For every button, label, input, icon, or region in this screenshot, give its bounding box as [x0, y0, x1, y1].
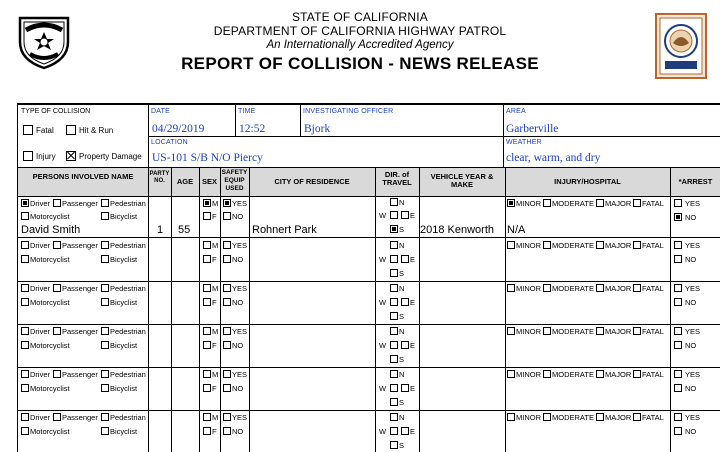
safety-yes-checkbox[interactable]: [223, 370, 231, 378]
pedestrian-checkbox[interactable]: [101, 241, 109, 249]
report-header: [0, 0, 720, 102]
dir-n-checkbox[interactable]: [390, 327, 398, 335]
motorcyclist-checkbox[interactable]: [21, 341, 29, 349]
dir-n-checkbox[interactable]: [390, 284, 398, 292]
dir-w-checkbox[interactable]: [390, 427, 398, 435]
bicyclist-checkbox[interactable]: [101, 427, 109, 435]
col-sex: SEX: [201, 177, 217, 186]
injury-moderate-checkbox[interactable]: [543, 199, 551, 207]
arrest-no-checkbox[interactable]: [674, 341, 682, 349]
bicyclist-checkbox[interactable]: [101, 298, 109, 306]
injury-major-checkbox[interactable]: [596, 327, 604, 335]
dir-e-checkbox[interactable]: [401, 298, 409, 306]
type-of-collision-label: TYPE OF COLLISION: [21, 108, 91, 115]
department-heading: DEPARTMENT OF CALIFORNIA HIGHWAY PATROL: [213, 24, 507, 38]
motorcyclist-checkbox[interactable]: [21, 298, 29, 306]
dir-s-checkbox[interactable]: [390, 312, 398, 320]
motorcyclist-checkbox[interactable]: [21, 384, 29, 392]
injury-major-checkbox[interactable]: [596, 284, 604, 292]
injury-fatal-checkbox[interactable]: [633, 284, 641, 292]
sex-f-checkbox[interactable]: [203, 212, 211, 220]
dir-s-checkbox[interactable]: [390, 355, 398, 363]
report-title: REPORT OF COLLISION - NEWS RELEASE: [181, 54, 539, 73]
person-age: 55: [178, 224, 191, 236]
pedestrian-checkbox[interactable]: [101, 199, 109, 207]
investigating-officer-label: INVESTIGATING OFFICER: [303, 108, 394, 115]
agency-tagline: An Internationally Accredited Agency: [266, 39, 454, 51]
sex-m-checkbox[interactable]: [203, 370, 211, 378]
dir-e-checkbox[interactable]: [401, 427, 409, 435]
city-of-residence: Rohnert Park: [252, 224, 317, 236]
dir-w-checkbox[interactable]: [390, 384, 398, 392]
dir-e-checkbox[interactable]: [401, 341, 409, 349]
arrest-yes-checkbox[interactable]: [674, 199, 682, 207]
arrest-yes-checkbox[interactable]: [674, 370, 682, 378]
dir-n-checkbox[interactable]: [390, 370, 398, 378]
motorcyclist-checkbox[interactable]: [21, 255, 29, 263]
investigating-officer-value: Bjork: [304, 123, 331, 135]
arrest-no-checkbox[interactable]: [674, 427, 682, 435]
dir-e-checkbox[interactable]: [401, 255, 409, 263]
dir-w-checkbox[interactable]: [390, 298, 398, 306]
arrest-no-checkbox[interactable]: [674, 255, 682, 263]
passenger-checkbox[interactable]: [53, 327, 61, 335]
passenger-checkbox[interactable]: [53, 370, 61, 378]
driver-checkbox[interactable]: [21, 370, 29, 378]
dir-s-checkbox[interactable]: [390, 441, 398, 449]
state-heading: STATE OF CALIFORNIA: [291, 10, 429, 24]
injury-major-checkbox[interactable]: [596, 413, 604, 421]
passenger-checkbox[interactable]: [53, 241, 61, 249]
injury-major-checkbox[interactable]: [596, 241, 604, 249]
person-name: David Smith: [21, 224, 81, 236]
injury-moderate-checkbox[interactable]: [543, 284, 551, 292]
safety-no-checkbox[interactable]: [223, 341, 231, 349]
injury-fatal-checkbox[interactable]: [633, 241, 641, 249]
driver-checkbox[interactable]: [21, 413, 29, 421]
passenger-checkbox[interactable]: [53, 284, 61, 292]
pedestrian-checkbox[interactable]: [101, 413, 109, 421]
injury-major-checkbox[interactable]: [596, 199, 604, 207]
driver-checkbox[interactable]: [21, 199, 29, 207]
sex-f-checkbox[interactable]: [203, 298, 211, 306]
safety-no-checkbox[interactable]: [223, 212, 231, 220]
injury-major-checkbox[interactable]: [596, 370, 604, 378]
arrest-no-checkbox[interactable]: [674, 298, 682, 306]
time-value: 12:52: [239, 123, 266, 135]
sex-f-checkbox[interactable]: [203, 255, 211, 263]
date-value: 04/29/2019: [152, 123, 205, 135]
dir-s-checkbox[interactable]: [390, 225, 398, 233]
dir-s-checkbox[interactable]: [390, 269, 398, 277]
dir-e-checkbox[interactable]: [401, 211, 409, 219]
injury-fatal-checkbox[interactable]: [633, 327, 641, 335]
party-number: 1: [157, 224, 164, 236]
property-damage-checkbox[interactable]: [66, 151, 76, 161]
sex-m-checkbox[interactable]: [203, 284, 211, 292]
fatal-checkbox[interactable]: [23, 125, 33, 135]
bicyclist-checkbox[interactable]: [101, 384, 109, 392]
dir-n-checkbox[interactable]: [390, 241, 398, 249]
accreditation-emblem-icon: [655, 13, 707, 79]
arrest-yes-checkbox[interactable]: [674, 327, 682, 335]
collision-form: TYPE OF COLLISION Fatal Hit & Run Injury Property Damage DATE 04/29/2019 TIME 12:52 INVESTIGATING OFFICER Bjork AREA Garberville LOCATION US-101 S/B N/O Piercy WEATHER clear, warm, and dry PERSONS INVOLVED NAME PARTY NO. AGE SEX SAFETY EQUIP USED CITY OF RESIDENCE DIR. of TRAVEL VEHICLE YEAR & MAKE INJURY/HOSPITAL *ARREST Driver Passenger Pedestrian Motorcyclist Bicyclist David Smith 1 55 M F YES NO Rohnert Park N W E S 2018 Kenworth N/A MINOR MODERATE MAJOR FATAL YES NO Driver Passenger Pedestrian Motorcyclist Bicyclist M F YES NO N W E S MINOR MODERATE MAJOR FATAL YES NO Driver Passenger Pedestrian Motorcyclist Bicyclist M F YES NO N W E S MINOR MODERATE MAJOR FATAL YES NO Driver Passenger Pedestrian Motorcyclist Bicyclist M F YES NO N W E S MINOR MODERATE MAJOR FATAL YES NO Driver Passenger Pedestrian Motorcyclist Bicyclist M F YES NO N W E S MINOR MODERATE MAJOR FATAL YES NO Driver Passenger Pedestrian Motorcyclist Bicyclist M F YES NO N W E S MINOR MODERATE MAJOR FATAL YES NO: [17, 103, 720, 452]
injury-moderate-checkbox[interactable]: [543, 327, 551, 335]
injury-hospital-value: N/A: [507, 224, 526, 236]
weather-value: clear, warm, and dry: [506, 152, 601, 164]
sex-f-checkbox[interactable]: [203, 427, 211, 435]
sex-m-checkbox[interactable]: [203, 199, 211, 207]
injury-moderate-checkbox[interactable]: [543, 370, 551, 378]
pedestrian-checkbox[interactable]: [101, 327, 109, 335]
injury-checkbox[interactable]: [23, 151, 33, 161]
col-vehicle-year-make: VEHICLE YEAR & MAKE: [430, 172, 494, 189]
sex-f-checkbox[interactable]: [203, 384, 211, 392]
injury-minor-checkbox[interactable]: [507, 327, 515, 335]
dir-w-checkbox[interactable]: [390, 255, 398, 263]
area-label: AREA: [506, 108, 526, 115]
motorcyclist-checkbox[interactable]: [21, 212, 29, 220]
safety-no-checkbox[interactable]: [223, 427, 231, 435]
fatal-label: Fatal: [36, 126, 54, 135]
location-value: US-101 S/B N/O Piercy: [152, 152, 263, 164]
driver-checkbox[interactable]: [21, 327, 29, 335]
time-label: TIME: [238, 108, 256, 115]
arrest-yes-checkbox[interactable]: [674, 241, 682, 249]
driver-checkbox[interactable]: [21, 241, 29, 249]
injury-minor-checkbox[interactable]: [507, 241, 515, 249]
bicyclist-checkbox[interactable]: [101, 212, 109, 220]
area-value: Garberville: [506, 123, 559, 135]
motorcyclist-checkbox[interactable]: [21, 427, 29, 435]
location-label: LOCATION: [151, 139, 188, 146]
arrest-yes-checkbox[interactable]: [674, 413, 682, 421]
dir-s-checkbox[interactable]: [390, 398, 398, 406]
sex-m-checkbox[interactable]: [203, 241, 211, 249]
safety-yes-checkbox[interactable]: [223, 199, 231, 207]
vehicle-year-make: 2018 Kenworth: [420, 224, 494, 236]
dir-e-checkbox[interactable]: [401, 384, 409, 392]
injury-minor-checkbox[interactable]: [507, 370, 515, 378]
weather-label: WEATHER: [506, 139, 542, 146]
col-arrest: *ARREST: [678, 177, 713, 186]
safety-yes-checkbox[interactable]: [223, 284, 231, 292]
col-injury-hospital: INJURY/HOSPITAL: [554, 177, 621, 186]
sex-f-checkbox[interactable]: [203, 341, 211, 349]
arrest-no-checkbox[interactable]: [674, 384, 682, 392]
col-safety-equip-used: SAFETY EQUIP USED: [221, 169, 248, 192]
injury-fatal-checkbox[interactable]: [633, 370, 641, 378]
bicyclist-checkbox[interactable]: [101, 255, 109, 263]
col-party-no: PARTY NO.: [149, 171, 170, 184]
hit-and-run-checkbox[interactable]: [66, 125, 76, 135]
driver-checkbox[interactable]: [21, 284, 29, 292]
injury-minor-checkbox[interactable]: [507, 284, 515, 292]
injury-label: Injury: [36, 152, 56, 161]
hit-and-run-label: Hit & Run: [79, 126, 114, 135]
col-persons-involved: PERSONS INVOLVED NAME: [32, 172, 134, 181]
safety-yes-checkbox[interactable]: [223, 327, 231, 335]
injury-moderate-checkbox[interactable]: [543, 413, 551, 421]
safety-yes-checkbox[interactable]: [223, 241, 231, 249]
col-city-of-residence: CITY OF RESIDENCE: [274, 177, 350, 186]
bicyclist-checkbox[interactable]: [101, 341, 109, 349]
safety-yes-checkbox[interactable]: [223, 413, 231, 421]
sex-m-checkbox[interactable]: [203, 413, 211, 421]
arrest-yes-checkbox[interactable]: [674, 284, 682, 292]
sex-m-checkbox[interactable]: [203, 327, 211, 335]
dir-n-checkbox[interactable]: [390, 198, 398, 206]
safety-no-checkbox[interactable]: [223, 298, 231, 306]
passenger-checkbox[interactable]: [53, 199, 61, 207]
injury-minor-checkbox[interactable]: [507, 199, 515, 207]
pedestrian-checkbox[interactable]: [101, 370, 109, 378]
injury-moderate-checkbox[interactable]: [543, 241, 551, 249]
injury-fatal-checkbox[interactable]: [633, 199, 641, 207]
col-dir-of-travel: DIR. of TRAVEL: [382, 170, 412, 187]
safety-no-checkbox[interactable]: [223, 384, 231, 392]
dir-w-checkbox[interactable]: [390, 341, 398, 349]
property-damage-label: Property Damage: [79, 152, 142, 161]
injury-fatal-checkbox[interactable]: [633, 413, 641, 421]
col-age: AGE: [176, 177, 194, 186]
injury-minor-checkbox[interactable]: [507, 413, 515, 421]
passenger-checkbox[interactable]: [53, 413, 61, 421]
safety-no-checkbox[interactable]: [223, 255, 231, 263]
pedestrian-checkbox[interactable]: [101, 284, 109, 292]
dir-n-checkbox[interactable]: [390, 413, 398, 421]
dir-w-checkbox[interactable]: [390, 211, 398, 219]
arrest-no-checkbox[interactable]: [674, 213, 682, 221]
date-label: DATE: [151, 108, 170, 115]
